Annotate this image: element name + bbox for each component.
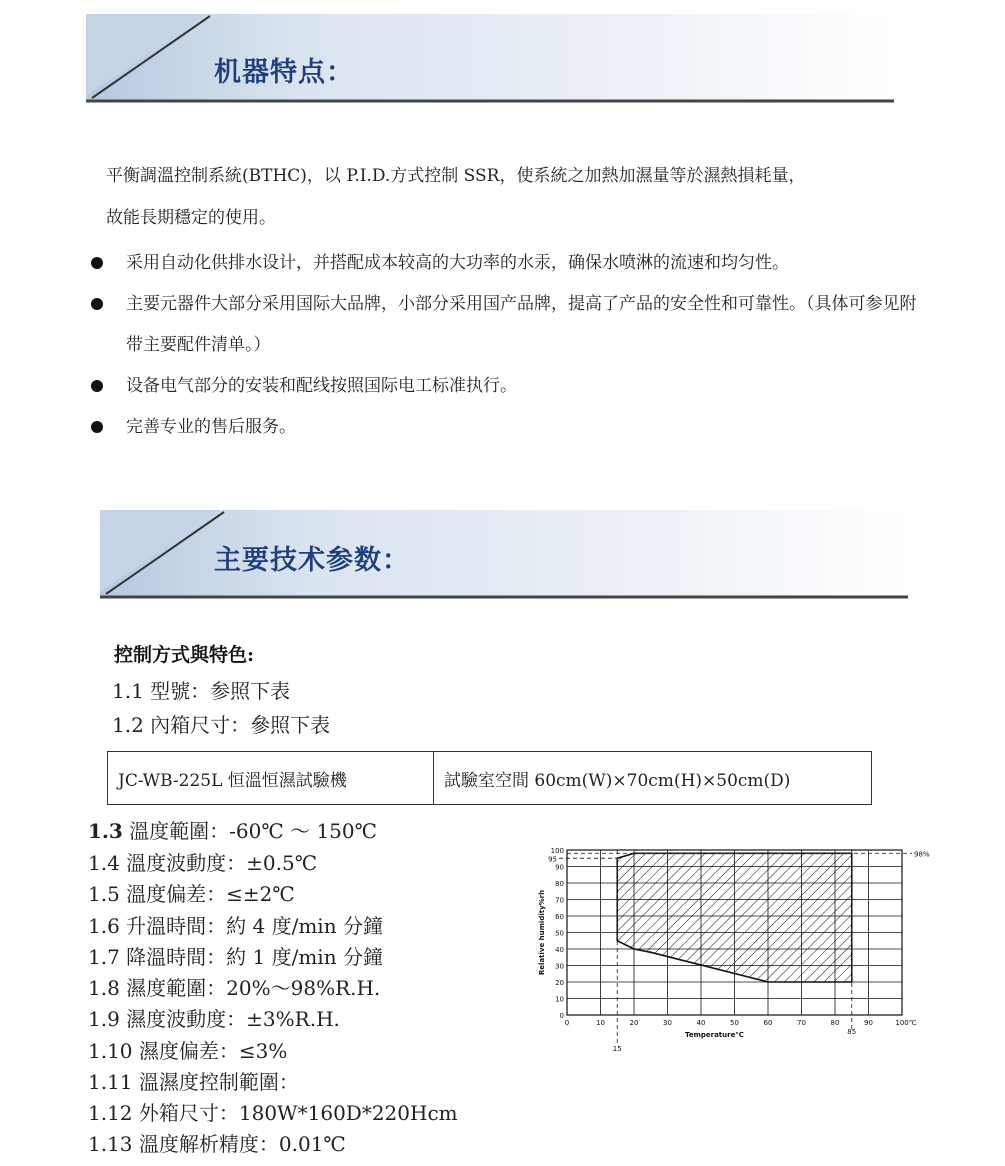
x-tick-label: 20 xyxy=(629,1019,639,1027)
table-cell-chamber: 試驗室空間 60cm(W)×70cm(H)×50cm(D) xyxy=(434,752,872,805)
x-tick-label: 70 xyxy=(797,1019,806,1027)
y-axis-label: Relative humidity%rh xyxy=(538,889,546,976)
bullet-icon xyxy=(91,421,103,433)
x-marker-label-15: 15 xyxy=(612,1045,622,1053)
x-tick-label: 30 xyxy=(663,1019,672,1027)
list-item: 主要元器件大部分采用国际大品牌，小部分采用国产品牌，提高了产品的安全性和可靠性。（具体可参见附带主要配件清单。） xyxy=(88,284,938,366)
section-title-features: 机器特点： xyxy=(214,57,354,88)
control-heading: 控制方式與特色: xyxy=(114,644,255,666)
spec-resolution: 1.13 溫度解析精度：0.01℃ xyxy=(88,1132,346,1156)
spec-outer-size: 1.12 外箱尺寸：180W*160D*220Hcm xyxy=(88,1101,458,1125)
spec-text: 溫度範圍：-60℃ ～ 150℃ xyxy=(129,819,377,843)
y-tick-label-95: 95 xyxy=(548,855,557,864)
x-tick-label-end: 100℃ xyxy=(895,1019,917,1027)
y-tick-label: 0 xyxy=(559,1012,564,1020)
list-item: 设备电气部分的安装和配线按照国际电工标准执行。 xyxy=(88,366,938,407)
banner-background xyxy=(86,14,896,106)
bullet-icon xyxy=(91,298,103,310)
bullet-icon xyxy=(91,380,103,392)
section-banner-specs xyxy=(100,510,910,602)
y-tick-label: 90 xyxy=(555,863,564,872)
spec-humidity-deviation: 1.10 濕度偏差：≤3% xyxy=(88,1039,288,1063)
x-tick-label-85: 85 xyxy=(847,1028,857,1036)
spec-humidity-range: 1.8 濕度範圍：20%～98%R.H. xyxy=(88,976,381,1000)
y-tick-label: 70 xyxy=(555,896,564,905)
spec-cooling-time: 1.7 降溫時間：約 1 度/min 分鐘 xyxy=(88,945,383,969)
y-tick-label: 20 xyxy=(555,979,564,987)
y-tick-label: 60 xyxy=(555,913,564,921)
table-row xyxy=(108,752,872,805)
model-table xyxy=(107,751,872,805)
x-tick-label: 40 xyxy=(696,1019,706,1027)
operating-region xyxy=(617,853,852,982)
spec-temp-fluctuation: 1.4 溫度波動度：±0.5℃ xyxy=(88,851,318,875)
right-label-98: 98% xyxy=(914,850,930,859)
intro-line-2: 故能長期穩定的使用。 xyxy=(106,208,276,228)
spec-number: 1.3 xyxy=(88,819,123,843)
x-tick-label: 90 xyxy=(864,1019,873,1027)
spec-humidity-fluctuation: 1.9 濕度波動度：±3%R.H. xyxy=(88,1007,340,1031)
spec-model: 1.1 型號：参照下表 xyxy=(112,679,291,703)
x-axis-label: Temperature℃ xyxy=(684,1031,744,1039)
intro-line-1: 平衡調溫控制系統(BTHC)，以 P.I.D.方式控制 SSR，使系統之加熱加濕量等於濕熱損耗量， xyxy=(106,166,806,186)
x-tick-label: 0 xyxy=(564,1019,570,1027)
x-tick-label: 60 xyxy=(763,1019,773,1027)
y-tick-label: 80 xyxy=(555,880,564,888)
table-cell-model: JC-WB-225L 恒溫恒濕試驗機 xyxy=(108,752,434,805)
section-title-specs: 主要技术参数： xyxy=(214,545,410,576)
y-tick-label: 40 xyxy=(555,946,564,954)
feature-list xyxy=(88,243,938,448)
list-item: 采用自动化供排水设计，并搭配成本较高的大功率的水汞，确保水喷淋的流速和均匀性。 xyxy=(88,243,938,284)
y-tick-label: 10 xyxy=(555,995,564,1004)
y-tick-label: 30 xyxy=(555,962,564,971)
spec-temp-deviation: 1.5 溫度偏差：≤±2℃ xyxy=(88,882,295,906)
y-tick-label: 100 xyxy=(550,847,564,855)
spec-temp-range xyxy=(88,815,377,844)
x-tick-label: 10 xyxy=(596,1019,605,1027)
intro-paragraph xyxy=(106,155,966,239)
list-item: 完善专业的售后服务。 xyxy=(88,407,938,448)
spec-heating-time: 1.6 升溫時間：約 4 度/min 分鐘 xyxy=(88,914,383,938)
spec-control-range: 1.11 溫濕度控制範圍： xyxy=(88,1070,299,1094)
x-tick-label: 50 xyxy=(730,1019,739,1027)
y-tick-label: 50 xyxy=(555,929,564,938)
temp-humidity-chart xyxy=(530,840,940,1055)
x-tick-label: 80 xyxy=(830,1019,840,1027)
section-banner-features xyxy=(86,14,896,106)
spec-inner-size: 1.2 內箱尺寸：參照下表 xyxy=(112,713,331,737)
bullet-icon xyxy=(91,257,103,269)
